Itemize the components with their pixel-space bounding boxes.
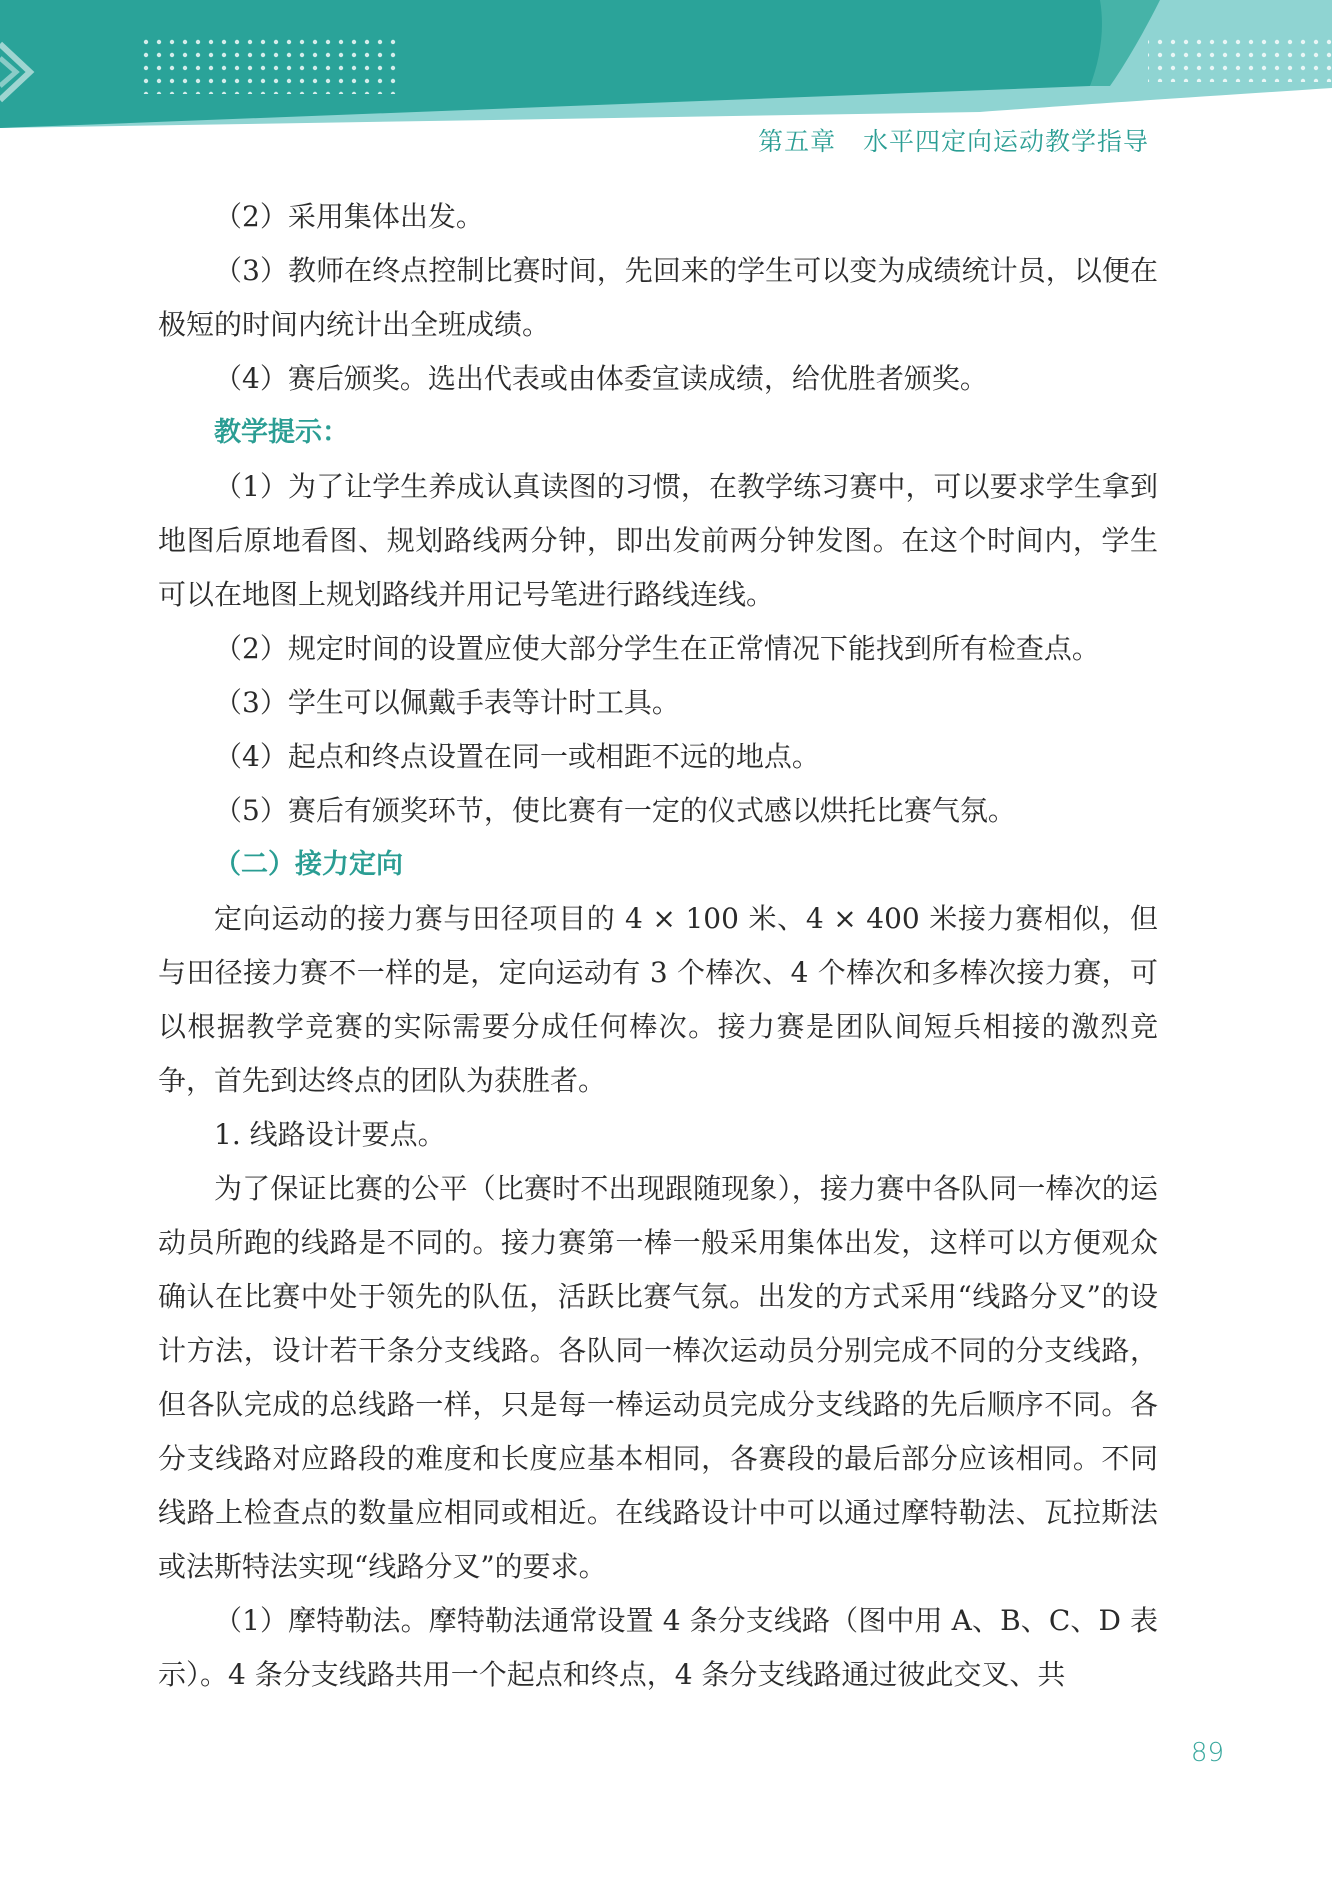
section-heading: （二）接力定向 [214,849,403,880]
paragraph: （2）规定时间的设置应使大部分学生在正常情况下能找到所有检查点。 [214,632,1100,665]
page-number: 89 [1190,1738,1224,1768]
paragraph: （3）学生可以佩戴手表等计时工具。 [214,686,680,719]
paragraph: 定向运动的接力赛与田径项目的 4 × 100 米、4 × 400 米接力赛相似，但与田径接力赛不一样的是，定向运动有 3 个棒次、4 个棒次和多棒次接力赛，可以根据教学竞赛的实际需要分成任何棒次。接力赛是团队间短兵相接的激烈竞争，首先到达终点的团队为获胜者。 [158,902,1158,1097]
paragraph: （2）采用集体出发。 [214,200,484,233]
running-head [758,122,1149,158]
body-text [158,190,1158,1702]
paragraph: （1）为了让学生养成认真读图的习惯，在教学练习赛中，可以要求学生拿到地图后原地看图、规划路线两分钟，即出发前两分钟发图。在这个时间内，学生可以在地图上规划路线并用记号笔进行路线连线。 [158,470,1158,611]
paragraph: 1. 线路设计要点。 [214,1118,446,1151]
paragraph: 为了保证比赛的公平（比赛时不出现跟随现象），接力赛中各队同一棒次的运动员所跑的线路是不同的。接力赛第一棒一般采用集体出发，这样可以方便观众确认在比赛中处于领先的队伍，活跃比赛气氛。出发的方式采用“线路分叉”的设计方法，设计若干条分支线路。各队同一棒次运动员分别完成不同的分支线路，但各队完成的总线路一样，只是每一棒运动员完成分支线路的先后顺序不同。各分支线路对应路段的难度和长度应基本相同，各赛段的最后部分应该相同。不同线路上检查点的数量应相同或相近。在线路设计中可以通过摩特勒法、瓦拉斯法或法斯特法实现“线路分叉”的要求。 [158,1172,1158,1583]
chapter-number: 第五章 [758,127,837,156]
paragraph: （1）摩特勒法。摩特勒法通常设置 4 条分支线路（图中用 A、B、C、D 表示）。4 条分支线路共用一个起点和终点，4 条分支线路通过彼此交叉、共 [158,1604,1158,1691]
paragraph: （3）教师在终点控制比赛时间，先回来的学生可以变为成绩统计员，以便在极短的时间内统计出全班成绩。 [158,254,1158,341]
section-heading: 教学提示： [214,417,349,448]
paragraph: （5）赛后有颁奖环节，使比赛有一定的仪式感以烘托比赛气氛。 [214,794,1016,827]
header-banner [0,0,1332,135]
banner-dot-pattern-right [1148,32,1332,82]
chapter-title: 水平四定向运动教学指导 [862,127,1149,156]
paragraph: （4）起点和终点设置在同一或相距不远的地点。 [214,740,820,773]
banner-dot-pattern-left [140,32,400,94]
paragraph: （4）赛后颁奖。选出代表或由体委宣读成绩，给优胜者颁奖。 [214,362,988,395]
